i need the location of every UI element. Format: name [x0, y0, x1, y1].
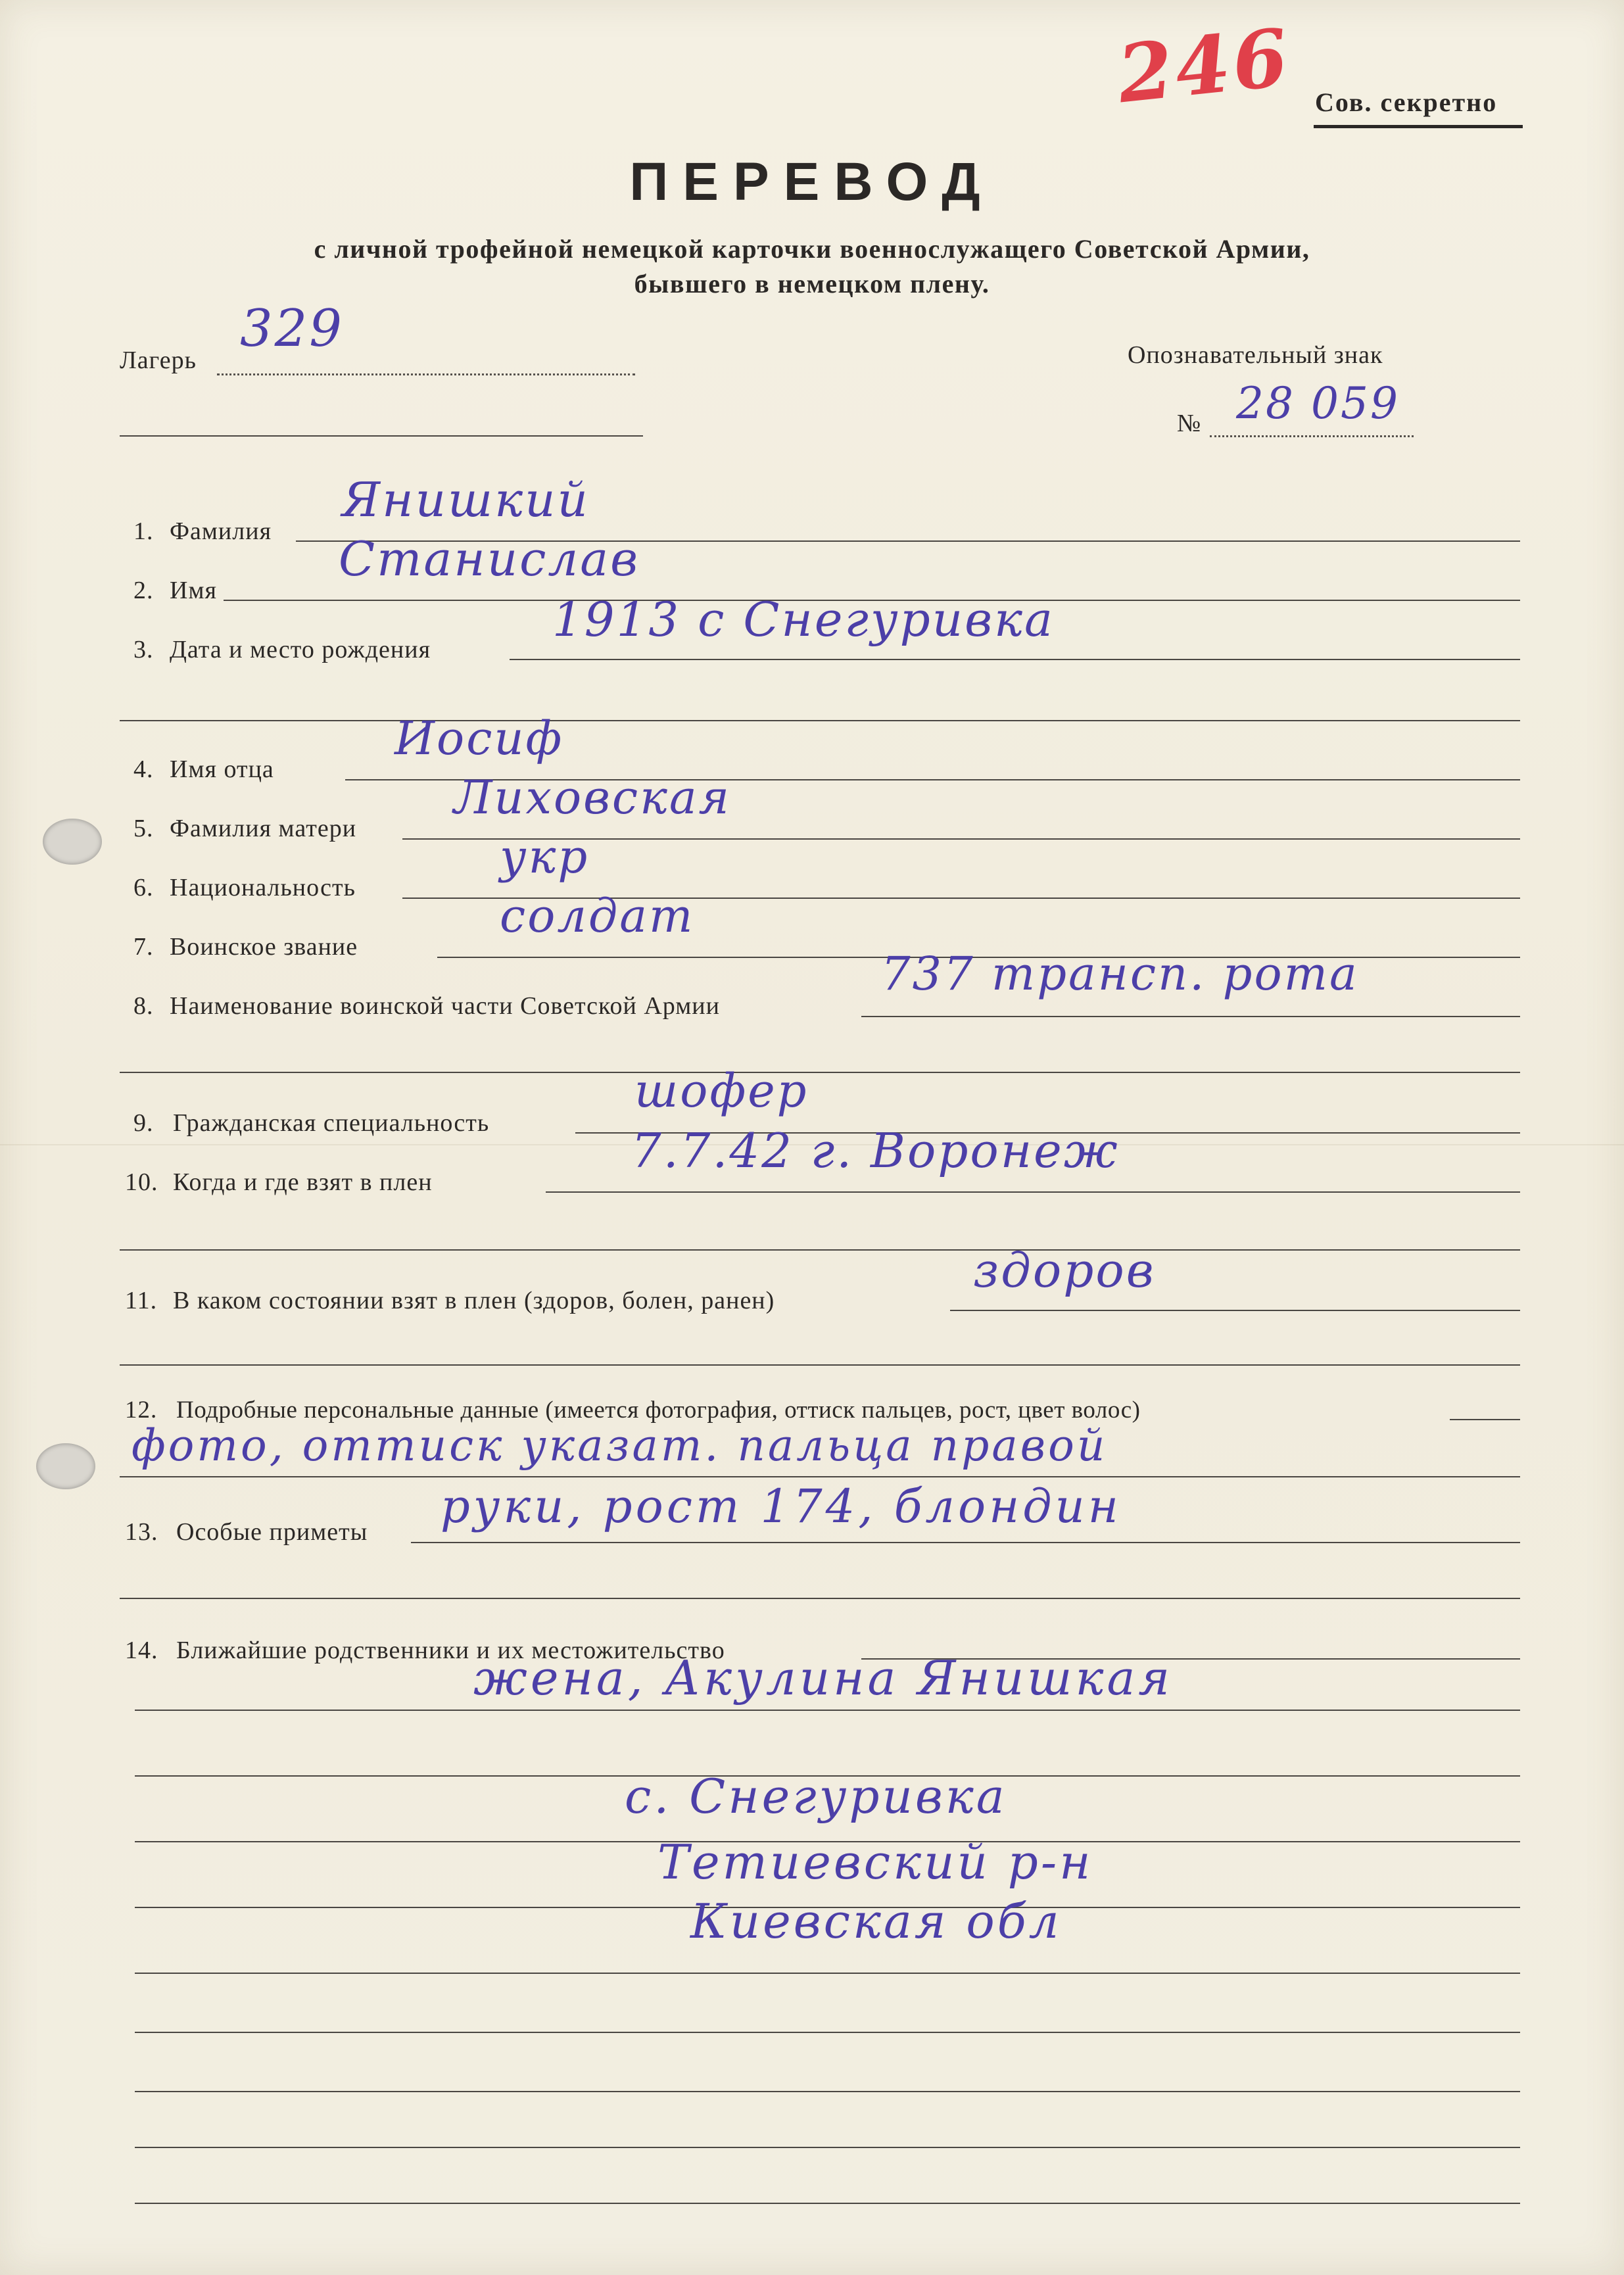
field-3-line [510, 659, 1520, 660]
id-tag-label: Опознавательный знак [1128, 341, 1383, 369]
field-5-label: Фамилия матери [170, 815, 357, 842]
relatives-line-8 [135, 2147, 1520, 2148]
field-10-number: 10. [125, 1168, 158, 1196]
field-9-label: Гражданская специальность [173, 1109, 490, 1137]
relatives-text-3: Тетиевский р-н [657, 1834, 1093, 1890]
field-1-number: 1. [133, 517, 154, 545]
field-3-second-line [120, 720, 1520, 721]
field-9-number: 9. [133, 1109, 154, 1137]
field-13-second-line [120, 1598, 1520, 1599]
field-6-label: Национальность [170, 874, 356, 901]
field-11-second-line [120, 1364, 1520, 1366]
field-8-line [861, 1016, 1520, 1017]
punch-hole-top [43, 819, 102, 865]
field-6-value: укр [500, 830, 590, 884]
field-3-label: Дата и место рождения [170, 636, 431, 663]
field-4-number: 4. [133, 755, 154, 783]
field-2-number: 2. [133, 577, 154, 604]
relatives-text-4: Киевская обл [690, 1894, 1062, 1949]
field-11-value: здоров [973, 1243, 1156, 1298]
subtitle-line-2: бывшего в немецком плену. [634, 269, 990, 299]
camp-dotted-line [217, 373, 635, 375]
field-12-number: 12. [125, 1397, 158, 1424]
field-10-label: Когда и где взят в плен [173, 1168, 433, 1196]
field-13-value: руки, рост 174, блондин [441, 1479, 1122, 1533]
field-5-value: Лиховская [454, 771, 731, 825]
field-11-number: 11. [125, 1287, 158, 1314]
camp-second-line [120, 435, 643, 437]
field-13-label: Особые приметы [176, 1518, 368, 1546]
field-4-label: Имя отца [170, 755, 274, 783]
relatives-text-1: жена, Акулина Янишкая [473, 1650, 1174, 1706]
field-12-value: фото, оттиск указат. пальца правой [131, 1420, 1108, 1471]
field-9-value: шофер [634, 1064, 809, 1118]
relatives-line-1 [135, 1710, 1520, 1711]
id-tag-number-sign: № [1177, 410, 1202, 437]
secrecy-underline [1314, 125, 1523, 128]
relatives-text-2: с. Снегуривка [625, 1769, 1007, 1824]
field-1-value: Янишкий [342, 472, 590, 527]
field-11-line [950, 1310, 1520, 1311]
relatives-line-9 [135, 2203, 1520, 2204]
field-2-value: Станислав [339, 531, 640, 587]
camp-label: Лагерь [120, 347, 197, 374]
field-7-label: Воинское звание [170, 933, 358, 961]
field-1-label: Фамилия [170, 517, 272, 545]
field-8-label: Наименование воинской части Советской Армии [170, 992, 720, 1020]
relatives-line-5 [135, 1973, 1520, 1974]
page-title: ПЕРЕВОД [629, 152, 995, 212]
field-14-number: 14. [125, 1637, 158, 1664]
id-tag-dotted-line [1210, 435, 1414, 437]
field-10-second-line [120, 1249, 1520, 1251]
field-13-number: 13. [125, 1518, 158, 1546]
field-12-label: Подробные персональные данные (имеется фотография, оттиск пальцев, рост, цвет волос) [176, 1397, 1141, 1424]
field-11-label: В каком состоянии взят в плен (здоров, болен, ранен) [173, 1287, 775, 1314]
field-3-number: 3. [133, 636, 154, 663]
field-8-value: 737 трансп. рота [881, 947, 1359, 1001]
punch-hole-bottom [36, 1443, 95, 1489]
id-tag-value: 28 059 [1236, 378, 1400, 429]
field-4-value: Иосиф [394, 711, 564, 765]
field-12-line [120, 1476, 1520, 1477]
field-8-second-line [120, 1072, 1520, 1073]
field-10-value: 7.7.42 г. Воронеж [631, 1123, 1120, 1178]
relatives-line-6 [135, 2032, 1520, 2033]
field-13-line [411, 1542, 1520, 1543]
field-8-number: 8. [133, 992, 154, 1020]
field-10-line [546, 1191, 1520, 1193]
subtitle-line-1: с личной трофейной немецкой карточки военнослужащего Советской Армии, [314, 234, 1310, 264]
field-7-number: 7. [133, 933, 154, 961]
field-7-value: солдат [500, 889, 695, 943]
field-5-number: 5. [133, 815, 154, 842]
field-2-label: Имя [170, 577, 217, 604]
field-3-value: 1913 с Снегуривка [552, 592, 1055, 647]
relatives-line-7 [135, 2091, 1520, 2092]
archive-number: 246 [1113, 11, 1295, 122]
secrecy-label: Сов. секретно [1315, 87, 1498, 117]
field-12-short-line [1450, 1419, 1520, 1420]
field-6-number: 6. [133, 874, 154, 901]
camp-value: 329 [240, 299, 344, 358]
field-14-label: Ближайшие родственники и их местожительство [176, 1637, 725, 1664]
